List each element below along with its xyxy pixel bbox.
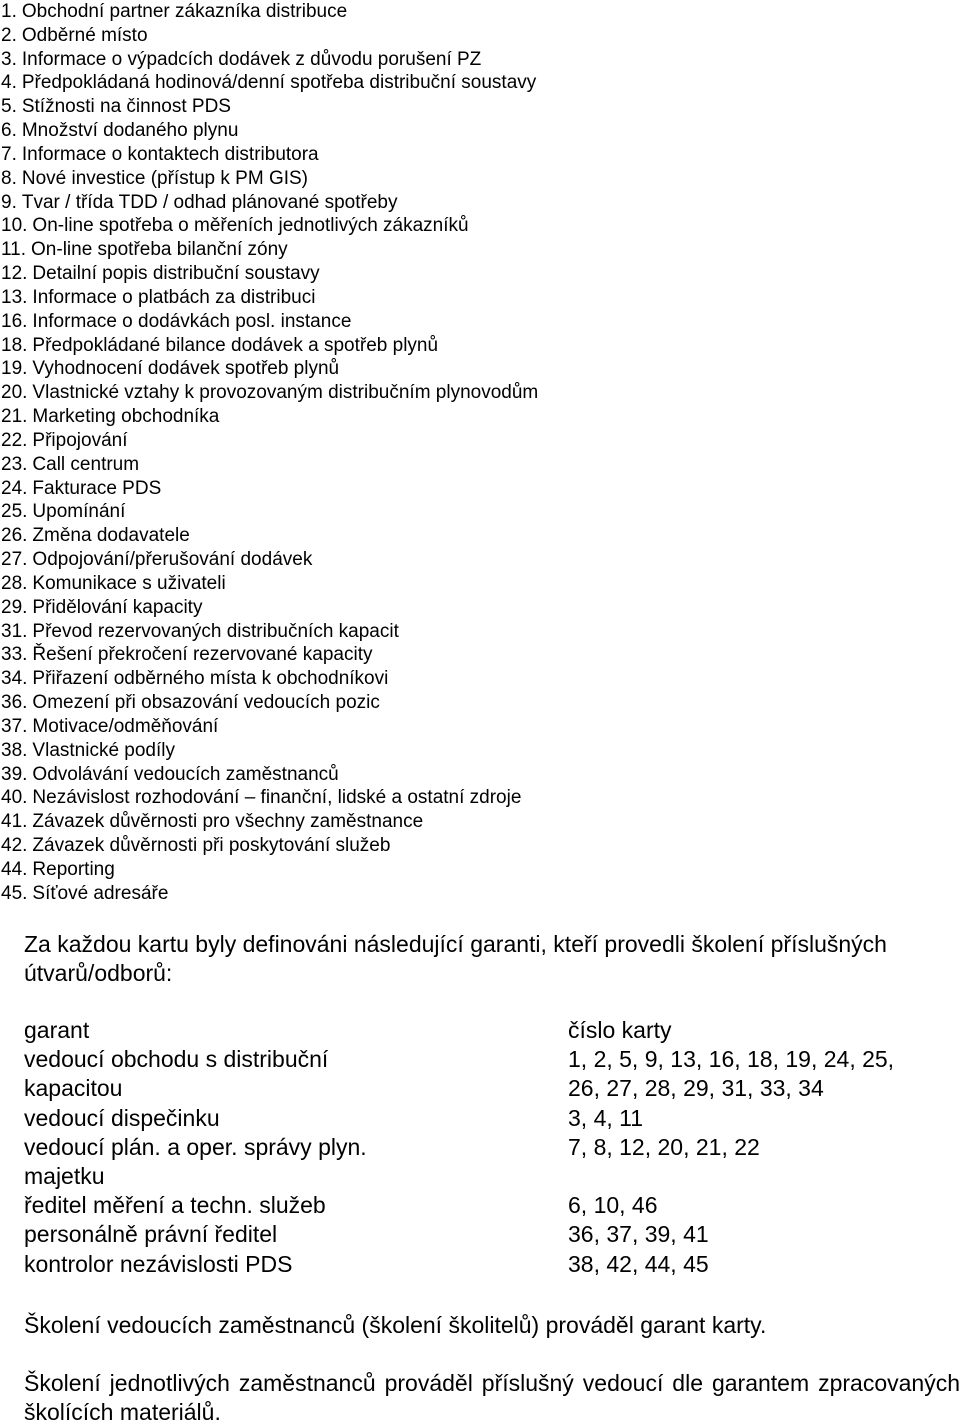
list-item bbox=[0, 834, 960, 858]
table-row bbox=[24, 1133, 960, 1162]
list-item-text: Detailní popis distribuční soustavy bbox=[32, 263, 320, 285]
list-item-number: 41. bbox=[1, 811, 28, 833]
list-item-number: 4. bbox=[1, 72, 17, 94]
list-item-number: 12. bbox=[1, 263, 28, 285]
list-item-number: 1. bbox=[1, 1, 17, 22]
guarantor-role: kontrolor nezávislosti PDS bbox=[24, 1250, 293, 1277]
list-item bbox=[0, 739, 960, 763]
list-item-text: Call centrum bbox=[32, 453, 140, 475]
list-item bbox=[0, 810, 960, 834]
list-item-number: 25. bbox=[1, 501, 28, 523]
list-item-number: 31. bbox=[1, 620, 28, 642]
list-item bbox=[0, 500, 960, 524]
list-item-number: 2. bbox=[1, 24, 17, 46]
list-item-text: Předpokládaná hodinová/denní spotřeba distribuční soustavy bbox=[21, 72, 537, 94]
list-item-number: 39. bbox=[1, 763, 28, 785]
list-item bbox=[0, 453, 960, 477]
list-item-text: Komunikace s uživateli bbox=[32, 572, 226, 594]
list-item-number: 33. bbox=[1, 644, 28, 666]
list-item-text: Odvolávání vedoucích zaměstnanců bbox=[32, 763, 339, 785]
list-item-text: Převod rezervovaných distribučních kapacit bbox=[32, 620, 399, 642]
guarantor-role: kapacitou bbox=[24, 1075, 123, 1102]
list-item bbox=[0, 48, 960, 72]
list-item-text: Informace o platbách za distribuci bbox=[32, 286, 316, 308]
list-item-text: Obchodní partner zákazníka distribuce bbox=[21, 1, 348, 22]
list-item bbox=[0, 429, 960, 453]
card-numbers: 3, 4, 11 bbox=[568, 1104, 644, 1131]
list-item bbox=[0, 310, 960, 334]
list-item-text: Připojování bbox=[32, 429, 128, 451]
list-item-text: Odběrné místo bbox=[21, 24, 148, 46]
list-item-text: Informace o výpadcích dodávek z důvodu porušení PZ bbox=[21, 48, 482, 70]
list-item-text: Nové investice (přístup k PM GIS) bbox=[21, 167, 309, 189]
list-item bbox=[0, 572, 960, 596]
list-item-text: Přidělování kapacity bbox=[32, 596, 203, 618]
list-item-text: Informace o kontaktech distributora bbox=[21, 143, 319, 165]
list-item-number: 45. bbox=[1, 882, 28, 904]
list-item-number: 8. bbox=[1, 167, 17, 189]
list-item-text: Stížnosti na činnost PDS bbox=[21, 96, 231, 118]
list-item bbox=[0, 71, 960, 95]
list-item-text: Předpokládané bilance dodávek a spotřeb plynů bbox=[32, 334, 439, 356]
card-numbers bbox=[568, 1162, 960, 1191]
list-item-number: 9. bbox=[1, 191, 17, 213]
list-item bbox=[0, 858, 960, 882]
list-item-text: Změna dodavatele bbox=[32, 525, 190, 547]
list-item bbox=[0, 763, 960, 787]
table-row bbox=[24, 1250, 960, 1279]
list-item bbox=[0, 643, 960, 667]
list-item-number: 18. bbox=[1, 334, 28, 356]
list-item-number: 7. bbox=[1, 143, 17, 165]
card-numbers: 7, 8, 12, 20, 21, 22 bbox=[568, 1133, 760, 1160]
list-item bbox=[0, 95, 960, 119]
list-item-number: 27. bbox=[1, 549, 28, 571]
list-item bbox=[0, 0, 960, 24]
list-item-number: 28. bbox=[1, 572, 28, 594]
list-item bbox=[0, 882, 960, 906]
list-item bbox=[0, 548, 960, 572]
table-header-row bbox=[24, 1016, 960, 1045]
table-row bbox=[24, 1220, 960, 1249]
list-item-number: 20. bbox=[1, 382, 28, 404]
intro-paragraph: Za každou kartu byly definováni následující garanti, kteří provedli školení příslušných útvarů/odborů: bbox=[24, 931, 887, 986]
list-item-number: 6. bbox=[1, 120, 17, 142]
list-item-text: Motivace/odměňování bbox=[32, 715, 219, 737]
guarantor-role: vedoucí obchodu s distribuční bbox=[24, 1046, 329, 1073]
list-item-text: Upomínání bbox=[32, 501, 126, 523]
list-item bbox=[0, 191, 960, 215]
list-item bbox=[0, 381, 960, 405]
card-numbers: 38, 42, 44, 45 bbox=[568, 1250, 709, 1277]
list-item bbox=[0, 715, 960, 739]
list-item bbox=[0, 667, 960, 691]
header-cards: číslo karty bbox=[568, 1017, 672, 1043]
list-item-number: 36. bbox=[1, 692, 28, 714]
list-item-text: Síťové adresáře bbox=[32, 882, 169, 904]
list-item-text: Množství dodaného plynu bbox=[21, 120, 239, 142]
table-row bbox=[24, 1162, 960, 1191]
list-item-text: Vlastnické vztahy k provozovaným distribučním plynovodům bbox=[32, 382, 539, 404]
list-item bbox=[0, 167, 960, 191]
list-item-number: 34. bbox=[1, 668, 28, 690]
header-role: garant bbox=[24, 1017, 90, 1043]
list-item-text: Informace o dodávkách posl. instance bbox=[32, 310, 352, 332]
list-item-number: 37. bbox=[1, 715, 28, 737]
list-item bbox=[0, 143, 960, 167]
list-item-text: Řešení překročení rezervované kapacity bbox=[32, 644, 373, 666]
list-item bbox=[0, 286, 960, 310]
list-item-number: 23. bbox=[1, 453, 28, 475]
guarantor-role: personálně právní ředitel bbox=[24, 1221, 278, 1248]
list-item bbox=[0, 214, 960, 238]
list-item-number: 24. bbox=[1, 477, 28, 499]
list-item-text: Závazek důvěrnosti pro všechny zaměstnance bbox=[32, 811, 424, 833]
list-item-number: 29. bbox=[1, 596, 28, 618]
list-item-text: Omezení při obsazování vedoucích pozic bbox=[32, 692, 380, 714]
table-row bbox=[24, 1074, 960, 1103]
list-item bbox=[0, 786, 960, 810]
card-numbers: 36, 37, 39, 41 bbox=[568, 1221, 709, 1248]
list-item bbox=[0, 405, 960, 429]
guarantor-role: ředitel měření a techn. služeb bbox=[24, 1192, 326, 1219]
list-item bbox=[0, 596, 960, 620]
list-item-text: Závazek důvěrnosti při poskytování služeb bbox=[32, 834, 391, 856]
list-item-text: Nezávislost rozhodování – finanční, lidské a ostatní zdroje bbox=[32, 787, 522, 809]
card-numbers: 26, 27, 28, 29, 31, 33, 34 bbox=[568, 1075, 824, 1102]
list-item-number: 42. bbox=[1, 834, 28, 856]
list-item-number: 38. bbox=[1, 739, 28, 761]
list-item-number: 21. bbox=[1, 406, 28, 428]
list-item-text: Reporting bbox=[32, 858, 115, 880]
list-item-text: Fakturace PDS bbox=[32, 477, 162, 499]
list-item-number: 19. bbox=[1, 358, 28, 380]
closing-paragraph-1: Školení vedoucích zaměstnanců (školení školitelů) prováděl garant karty. bbox=[24, 1312, 767, 1338]
list-item bbox=[0, 524, 960, 548]
list-item-number: 11. bbox=[1, 239, 27, 261]
list-item-text: Vyhodnocení dodávek spotřeb plynů bbox=[32, 358, 340, 380]
list-item-number: 16. bbox=[1, 310, 28, 332]
list-item bbox=[0, 477, 960, 501]
guarantor-table bbox=[24, 1016, 960, 1279]
list-item-text: On-line spotřeba o měřeních jednotlivých zákazníků bbox=[32, 215, 469, 237]
guarantor-role: vedoucí dispečinku bbox=[24, 1104, 220, 1131]
list-item bbox=[0, 24, 960, 48]
table-row bbox=[24, 1045, 960, 1074]
list-item-number: 3. bbox=[1, 48, 17, 70]
table-row bbox=[24, 1104, 960, 1133]
list-item-text: Marketing obchodníka bbox=[32, 406, 220, 428]
list-item-text: Tvar / třída TDD / odhad plánované spotřeby bbox=[21, 191, 398, 213]
list-item bbox=[0, 691, 960, 715]
list-item-number: 26. bbox=[1, 525, 28, 547]
list-item bbox=[0, 238, 960, 262]
card-numbers: 6, 10, 46 bbox=[568, 1192, 658, 1219]
list-item-number: 13. bbox=[1, 286, 28, 308]
list-item-text: On-line spotřeba bilanční zóny bbox=[31, 239, 288, 261]
list-item-number: 40. bbox=[1, 787, 28, 809]
closing-paragraph-2: Školení jednotlivých zaměstnanců prováděl příslušný vedoucí dle garantem zpracovaných školících materiálů. bbox=[24, 1370, 960, 1425]
list-item bbox=[0, 119, 960, 143]
list-item-text: Vlastnické podíly bbox=[32, 739, 175, 761]
list-item bbox=[0, 620, 960, 644]
guarantor-role: vedoucí plán. a oper. správy plyn. bbox=[24, 1133, 367, 1160]
guarantor-role: majetku bbox=[24, 1163, 105, 1190]
list-item-number: 44. bbox=[1, 858, 28, 880]
list-item bbox=[0, 262, 960, 286]
list-item-text: Přiřazení odběrného místa k obchodníkovi bbox=[32, 668, 389, 690]
list-item bbox=[0, 334, 960, 358]
list-item bbox=[0, 357, 960, 381]
list-item-number: 10. bbox=[1, 215, 28, 237]
list-item-number: 22. bbox=[1, 429, 28, 451]
list-item-number: 5. bbox=[1, 96, 17, 118]
table-row bbox=[24, 1191, 960, 1220]
card-numbers: 1, 2, 5, 9, 13, 16, 18, 19, 24, 25, bbox=[568, 1046, 895, 1073]
list-item-text: Odpojování/přerušování dodávek bbox=[32, 549, 313, 571]
